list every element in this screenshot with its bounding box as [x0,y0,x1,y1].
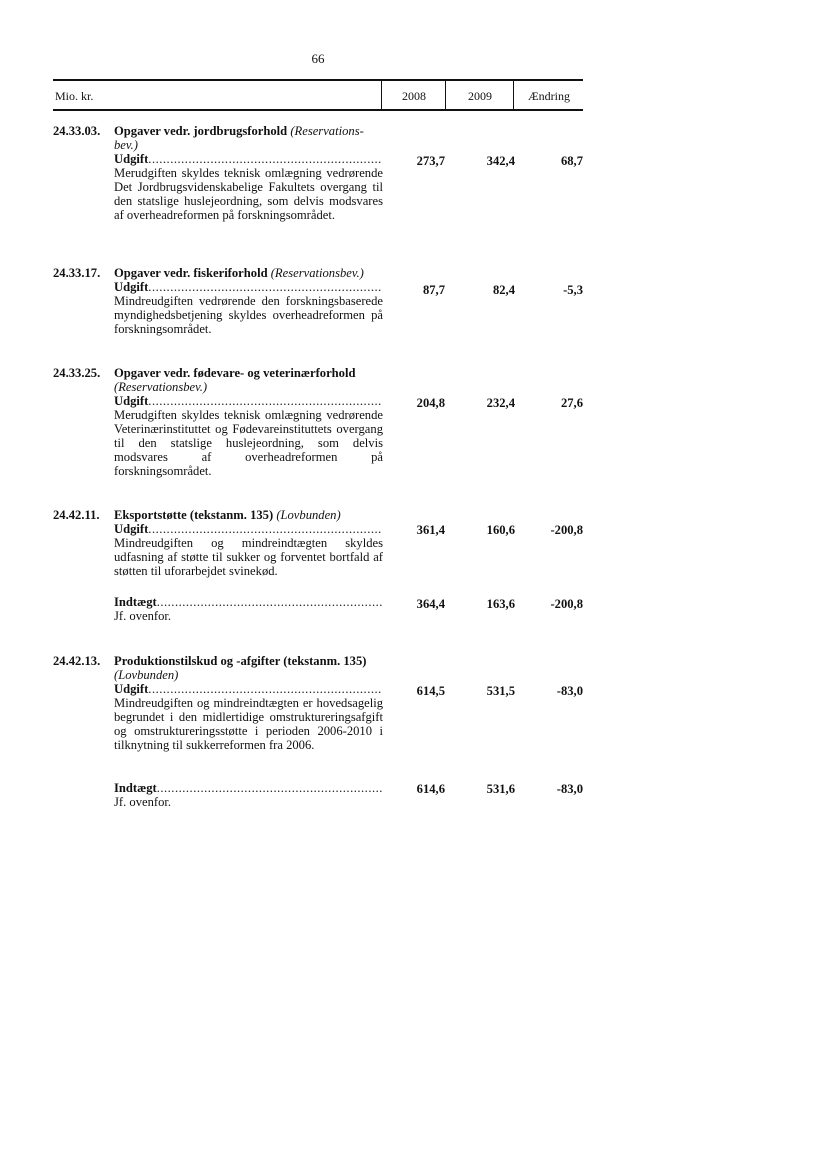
account-title-text: Opgaver vedr. fødevare- og veterinærforhold [114,366,356,380]
leader-dots [148,280,382,294]
value-2009: 342,4 [486,154,515,168]
value-2008: 614,5 [416,684,445,698]
account-title-text: Opgaver vedr. jordbrugsforhold [114,124,288,138]
column-header-2008: 2008 [381,81,446,109]
leader-dots [157,595,382,609]
account-title-text: Opgaver vedr. fiskeriforhold [114,266,268,280]
value-change: -83,0 [556,684,583,698]
line-label: Indtægt ..... [114,781,382,795]
line-description: Mindreudgiften vedrørende den forskningsbaserede myndighedsbetjening skyldes overheadreformen på forskningsområdet. [114,294,383,337]
line-label: Indtægt ..... [114,595,382,609]
account-title-type: (Reservationsbev.) [270,266,364,280]
account-title [114,366,384,380]
column-header-change: Ændring [513,81,584,109]
column-header-2009: 2009 [445,81,514,109]
value-2009: 531,5 [486,684,515,698]
account-number: 24.33.17. [53,266,101,280]
value-2009: 160,6 [486,523,515,537]
account-title-text: Eksportstøtte (tekstanm. 135) [114,508,274,522]
value-change: -83,0 [556,782,583,796]
value-change: -200,8 [550,597,583,611]
line-description: Mindreudgiften og mindreindtægten skyldes udfasning af støtte til sukker og forventet bortfald af støtten til uforarbejdet svinekød. [114,536,383,579]
account-title-type: (Lovbunden) [114,668,179,682]
line-description: Merudgiften skyldes teknisk omlægning vedrørende Det Jordbrugsvidenskabelige Fakultets overgang til den statslige huslejeordning, som delvis modsvares af overheadreformen på forskningsområdet. [114,166,383,223]
value-change: -5,3 [563,283,583,297]
line-label: Udgift ..... [114,394,382,408]
account-title [114,266,384,280]
leader-dots [148,682,382,696]
account-title-text: Produktionstilskud og -afgifter (tekstanm. 135) [114,654,367,668]
value-change: 68,7 [560,154,583,168]
account-number: 24.42.13. [53,654,101,668]
value-2008: 87,7 [422,283,445,297]
value-2008: 273,7 [416,154,445,168]
value-2009: 531,6 [486,782,515,796]
line-label: Udgift ..... [114,682,382,696]
leader-dots [148,394,382,408]
account-title-continued: bev.) [114,138,138,152]
account-number: 24.33.25. [53,366,101,380]
line-description: Jf. ovenfor. [114,609,172,623]
leader-dots [148,522,382,536]
unit-label: Mio. kr. [55,89,94,103]
line-description: Merudgiften skyldes teknisk omlægning vedrørende Veterinærinstituttet og Fødevareinstituttets overgang til den statslige huslejeordning, som delvis modsvares af overheadreformen på forskningsområdet. [114,408,383,479]
leader-dots [148,152,382,166]
line-description: Mindreudgiften og mindreindtægten er hovedsagelig begrundet i den midlertidige omstruktureringsafgift og omstruktureringsstøtte i perioden 2006-2010 i tilknytning til sukkerreformen fra 2006. [114,696,383,753]
account-title-type: (Lovbunden) [276,508,341,522]
value-2008: 204,8 [416,396,445,410]
table-header [53,79,583,111]
value-2009: 232,4 [486,396,515,410]
line-description: Jf. ovenfor. [114,795,172,809]
line-label: Udgift ..... [114,522,382,536]
account-title-type: (Reservations- [290,124,364,138]
value-2009: 82,4 [492,283,515,297]
line-label: Udgift ..... [114,280,382,294]
line-label: Udgift ..... [114,152,382,166]
account-title [114,124,384,138]
value-change: 27,6 [560,396,583,410]
value-2008: 364,4 [416,597,445,611]
leader-dots [157,781,382,795]
account-number: 24.33.03. [53,124,101,138]
value-2008: 361,4 [416,523,445,537]
account-title [114,654,389,668]
account-title [114,508,384,522]
value-2009: 163,6 [486,597,515,611]
value-change: -200,8 [550,523,583,537]
account-number: 24.42.11. [53,508,100,522]
value-2008: 614,6 [416,782,445,796]
account-title-type: (Reservationsbev.) [114,380,208,394]
page-number: 66 [311,51,325,66]
